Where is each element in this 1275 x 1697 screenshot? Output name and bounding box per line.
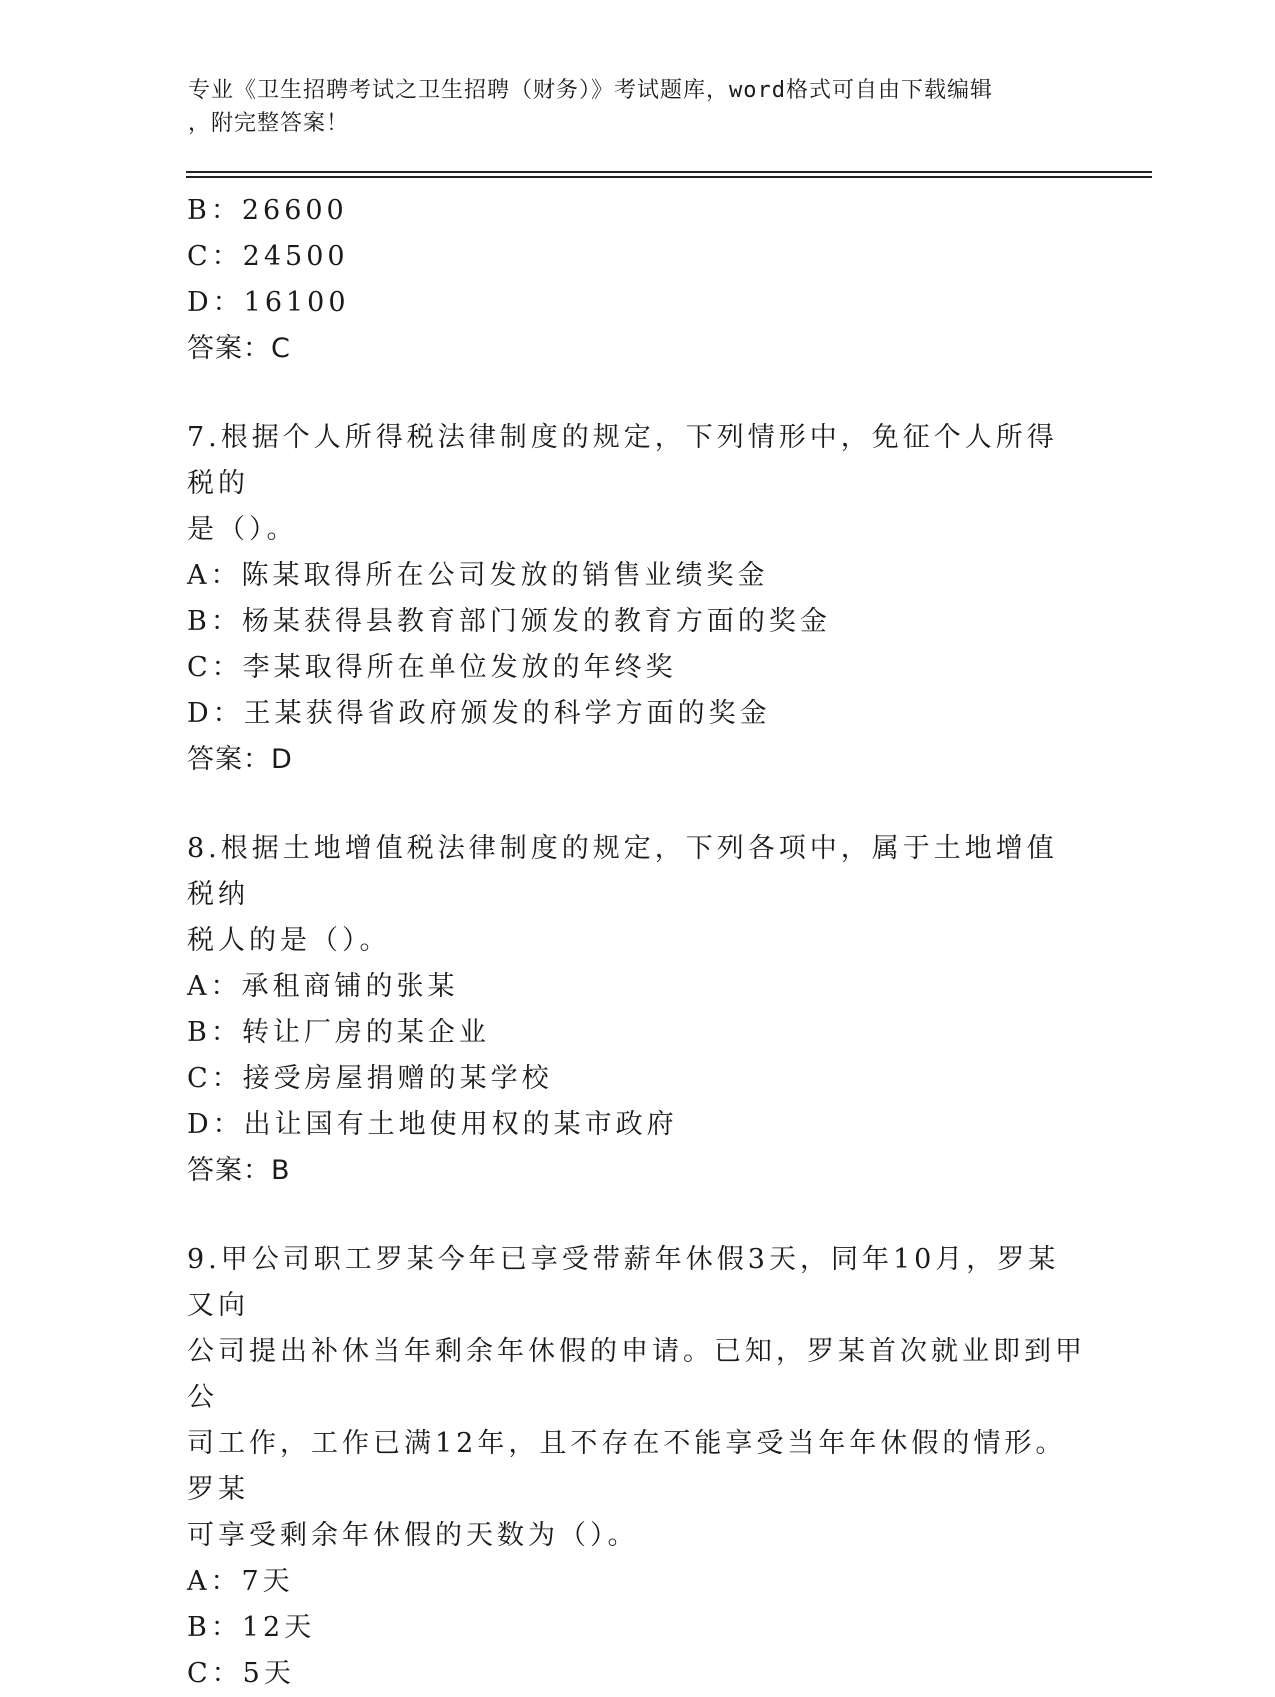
- option-a: A：承租商铺的张某: [187, 971, 459, 1002]
- question-text-line: 可享受剩余年休假的天数为（）。: [187, 1520, 639, 1551]
- question-7: [187, 415, 1087, 783]
- question-text-line: 8.根据土地增值税法律制度的规定，下列各项中，属于土地增值税纳: [187, 833, 1058, 910]
- option-b: B：26600: [187, 195, 348, 226]
- header-divider-top: [186, 171, 1152, 173]
- option-b: B：12天: [187, 1612, 316, 1643]
- question-text-line: 7.根据个人所得税法律制度的规定，下列情形中，免征个人所得税的: [187, 422, 1058, 499]
- question-text-line: 9.甲公司职工罗某今年已享受带薪年休假3天，同年10月，罗某又向: [187, 1244, 1060, 1321]
- question-6-tail: [187, 188, 1087, 372]
- option-c: C：李某取得所在单位发放的年终奖: [187, 652, 677, 683]
- option-b: B：杨某获得县教育部门颁发的教育方面的奖金: [187, 606, 831, 637]
- option-c: C：5天: [187, 1658, 295, 1689]
- option-d: D：王某获得省政府颁发的科学方面的奖金: [187, 698, 771, 729]
- document-header: [188, 74, 1088, 140]
- question-text-line: 是（）。: [187, 514, 298, 545]
- answer-line: 答案：C: [187, 333, 291, 364]
- option-d: D：出让国有土地使用权的某市政府: [187, 1109, 678, 1140]
- question-text-line: 司工作，工作已满12年，且不存在不能享受当年年休假的情形。罗某: [187, 1428, 1067, 1505]
- header-line-2: ，附完整答案！: [188, 111, 350, 136]
- answer-line: 答案：D: [187, 744, 293, 775]
- option-b: B：转让厂房的某企业: [187, 1017, 490, 1048]
- option-c: C：24500: [187, 241, 349, 272]
- option-a: A：7天: [187, 1566, 294, 1597]
- option-a: A：陈某取得所在公司发放的销售业绩奖金: [187, 560, 769, 591]
- question-8: [187, 826, 1087, 1194]
- header-line-1: 专业《卫生招聘考试之卫生招聘（财务）》考试题库，word格式可自由下载编辑: [188, 78, 993, 103]
- answer-line: 答案：B: [187, 1155, 291, 1186]
- question-text-line: 公司提出补休当年剩余年休假的申请。已知，罗某首次就业即到甲公: [187, 1336, 1086, 1413]
- question-text-line: 税人的是（）。: [187, 925, 391, 956]
- option-c: C：接受房屋捐赠的某学校: [187, 1063, 553, 1094]
- question-content: [187, 188, 1087, 1697]
- question-9: [187, 1237, 1087, 1697]
- header-divider-bottom: [186, 176, 1152, 178]
- option-d: D：16100: [187, 287, 350, 318]
